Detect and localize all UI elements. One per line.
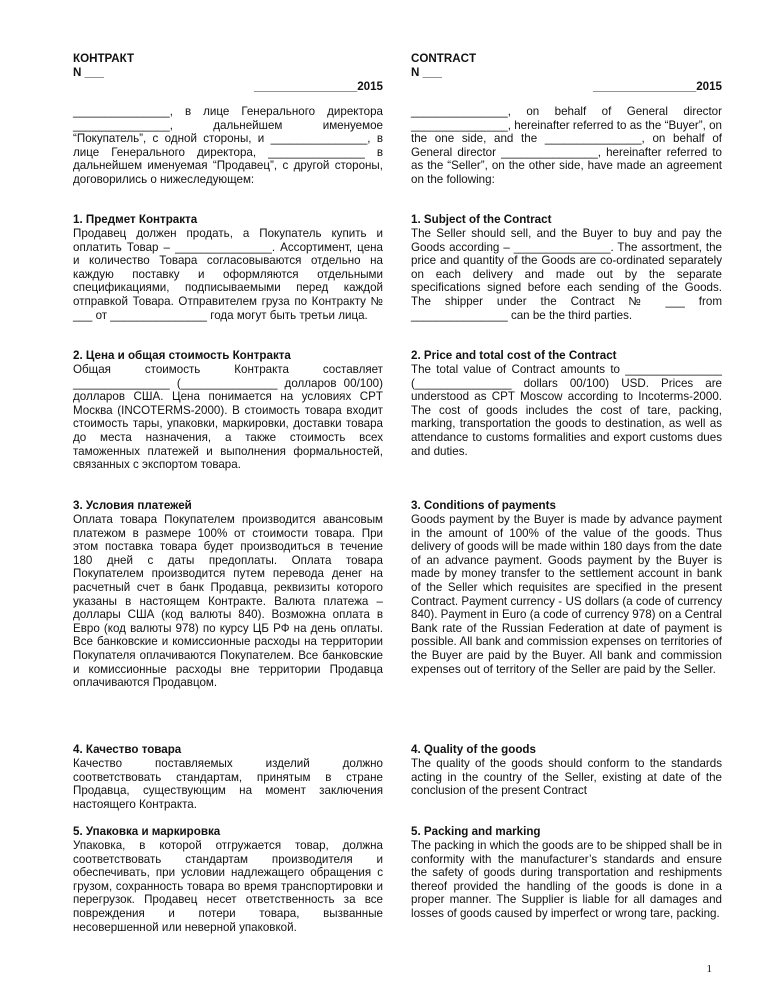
ru-section-3-title: 3. Условия платежей: [73, 499, 192, 512]
ru-section-3-body: Оплата товара Покупателем производится авансовым платежом в размере 100% от стоимости товара. При этом поставка товара будет производиться в течение 180 дней с даты предоплаты. Оплата товара Покупателем производится путем перевода денег на расчетный счет в банк Продавца, реквизиты которого указаны в настоящем Контракте. Валюта платежа – доллары США (код валюты 840). Возможна оплата в Евро (код валюты 978) по курсу ЦБ РФ на день оплаты. Все банковские и комиссионные расходы на территории Покупателя оплачиваются Покупателем. Все банковские и комиссионные расходы вне территории Продавца оплачиваются Продавцом.: [73, 513, 383, 690]
ru-section-1-title: 1. Предмет Контракта: [73, 213, 198, 226]
en-contract-number: N ___: [411, 66, 442, 79]
en-section-4-title: 4. Quality of the goods: [411, 743, 536, 756]
page-number: 1: [706, 963, 712, 975]
en-section-5-body: The packing in which the goods are to be shipped shall be in conformity with the manufacturer’s standards and ensure the safety of goods during transportation and reshipments thereof provided the handling of the goods is done in a proper manner. The Supplier is liable for all damages and losses of goods caused by imperfect or wrong tare, packing.: [411, 839, 722, 920]
ru-section-5-body: Упаковка, в которой отгружается товар, должна соответствовать стандартам производителя и обеспечивать, при условии надлежащего обращения с грузом, сохранность товара во время транспортировки и перегрузок. Продавец несет ответственность за все повреждения и потери товара, вызванные несовершенной или неверной упаковкой.: [73, 839, 383, 934]
en-contract-date: ________________2015: [593, 80, 722, 93]
ru-section-5-title: 5. Упаковка и маркировка: [73, 825, 221, 838]
en-section-3-title: 3. Conditions of payments: [411, 499, 556, 512]
en-section-5-title: 5. Packing and marking: [411, 825, 541, 838]
ru-section-2-body: Общая стоимость Контракта составляет _______________ (_______________ долларов 00/100) долларов США. Цена понимается на условиях CPT Москва (INCOTERMS-2000). В стоимость товара входит стоимость тары, упаковки, маркировки, доставки товара до места назначения, а также стоимость всех таможенных платежей и выполнения формальностей, связанных с экспортом товара.: [73, 363, 383, 472]
en-section-1-body: The Seller should sell, and the Buyer to buy and pay the Goods according – _______________. The assortment, the price and quantity of the Goods are co-ordinated separately on each delivery and made out by the separate specifications signed before each sending of the Goods. The shipper under the Contract № ___ from _______________ can be the third parties.: [411, 227, 722, 322]
en-title: CONTRACT: [411, 52, 477, 65]
en-section-3-body: Goods payment by the Buyer is made by advance payment in the amount of 100% of the value of the goods. Thus delivery of goods will be made within 180 days from the date of an advance payment. Goods payment by the Buyer is made by money transfer to the settlement account in bank of the Seller which requisites are specified in the present Contract. Payment currency - US dollars (a code of currency 840). Payment in Euro (a code of currency 978) on a Central Bank rate of the Russian Federation at date of payment is possible. All bank and commission expenses on territories of the Buyer are paid by the Buyer. All bank and commission expenses out of territory of the Seller are paid by the Seller.: [411, 513, 722, 676]
en-section-1-title: 1. Subject of the Contract: [411, 213, 552, 226]
ru-section-4-body: Качество поставляемых изделий должно соответствовать стандартам, принятым в стране Продавца, существующим на момент заключения настоящего Контракта.: [73, 757, 383, 811]
ru-section-1-body: Продавец должен продать, а Покупатель купить и оплатить Товар – _______________. Ассортимент, цена и количество Товара согласовываются отдельно на каждую поставку и оформляются отдельными спецификациями, подписываемыми перед каждой отправкой Товара. Отправителем груза по Контракту № ___ от _______________ года могут быть третьи лица.: [73, 227, 383, 322]
en-section-2-title: 2. Price and total cost of the Contract: [411, 349, 617, 362]
ru-contract-number: N ___: [73, 66, 104, 79]
ru-section-4-title: 4. Качество товара: [73, 743, 182, 756]
ru-title: КОНТРАКТ: [73, 52, 135, 65]
ru-contract-date: ________________2015: [254, 80, 383, 93]
ru-intro: _______________, в лице Генерального директора _______________, дальнейшем именуемое “Покупатель”, с одной стороны, и _______________, в лице Генерального директора, _______________ в дальнейшем именуемая “Продавец”, с другой стороны, договорились о нижеследующем:: [73, 105, 383, 186]
ru-section-2-title: 2. Цена и общая стоимость Контракта: [73, 349, 291, 362]
en-section-2-body: The total value of Contract amounts to _______________ (_______________ dollars 00/100) USD. Prices are understood as CPT Moscow according to Incoterms-2000. The cost of goods includes the cost of tare, packing, marking, transportation the goods to destination, as well as attendance to customs formalities and export customs dues and duties.: [411, 363, 722, 458]
en-intro: _______________, on behalf of General director _______________, hereinafter referred to as the “Buyer”, on the one side, and the _______________, on behalf of General director _______________, hereinafter referred to as the “Seller”, on the other side, have made an agreement on the following:: [411, 105, 722, 186]
en-section-4-body: The quality of the goods should conform to the standards acting in the country of the Seller, existing at date of the conclusion of the present Contract: [411, 757, 722, 798]
